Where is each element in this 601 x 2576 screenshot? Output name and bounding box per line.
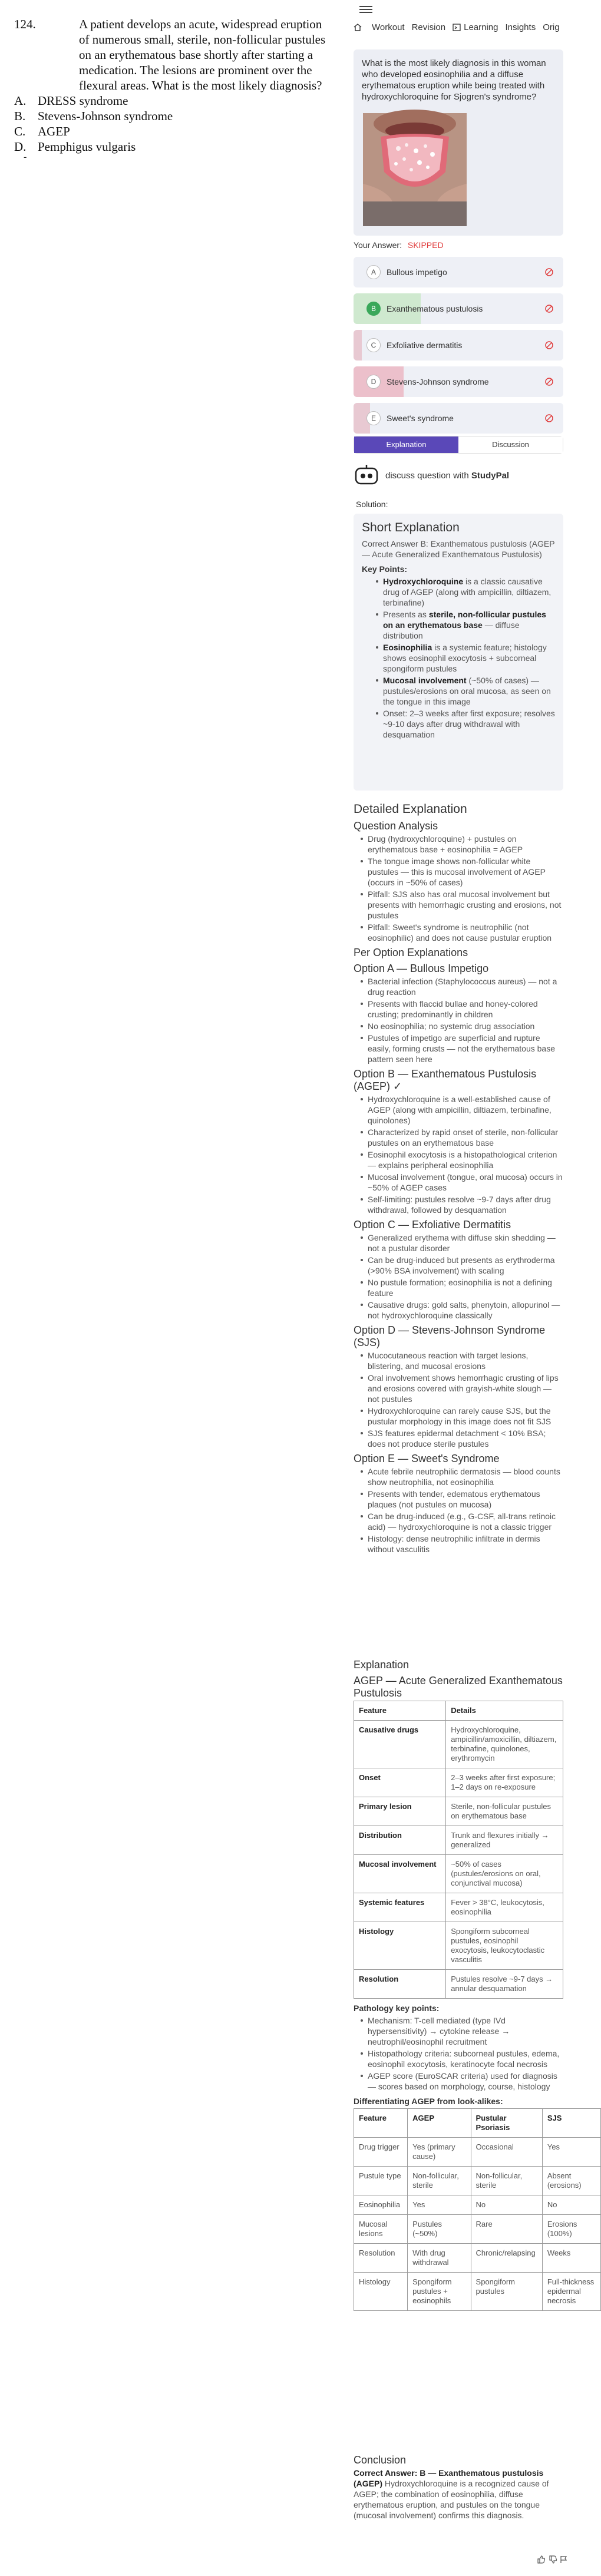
explanation-title: Explanation (354, 1659, 410, 1671)
studypal-bar[interactable] (354, 461, 563, 490)
table-row: Distribution Trunk and flexures initially → generalized (354, 1826, 563, 1855)
pathology-title: Pathology key points: (354, 2003, 440, 2013)
option-point: Pustules of impetigo are superficial and rupture easily, forming crusts — not the erythematous base pattern seen here (368, 1033, 563, 1064)
nav-orig[interactable] (543, 22, 559, 32)
detailed-explanation (354, 802, 563, 1556)
nav-label: Revision (411, 22, 446, 32)
wrong-icon (544, 267, 554, 277)
question-stem (0, 0, 348, 163)
wrong-icon (544, 340, 554, 350)
conclusion-bold: Correct Answer: B — Exanthematous pustulosis (AGEP) (354, 2468, 544, 2488)
key-points-label: Key Points: (362, 564, 408, 574)
option-letter: B. (14, 109, 26, 123)
clinical-image (363, 113, 467, 226)
option-point: Mucocutaneous reaction with target lesions, blistering, and mucosal erosions (368, 1350, 563, 1371)
option-point: Histology: dense neutrophilic infiltrate in dermis without vasculitis (368, 1533, 563, 1555)
diff-table: Feature AGEP Pustular Psoriasis SJS Drug trigger Yes (primary cause) Occasional Yes Pustule type Non-follicular, sterile Non-follicular, sterile Absent (erosions) Eosinophilia Yes No No Mucosal lesions Pustules (~50%) Rare Erosions (100%) Resolution With drug withdrawal Chronic/relapsing Weeks Histology Spongiform pustules + eosinophils Spongiform pustules Full-thickness epidermal necrosis (354, 2108, 601, 2311)
tab-discussion[interactable]: Discussion (458, 437, 563, 453)
solution-label: Solution: (356, 500, 388, 509)
nav-learning[interactable] (453, 22, 498, 32)
thumbs-down-icon[interactable] (549, 2555, 557, 2564)
question-number: 124. (14, 17, 36, 31)
option-point: No pustule formation; eosinophilia is not a defining feature (368, 1277, 563, 1298)
option-point: Can be drug-induced (e.g., G-CSF, all-trans retinoic acid) — hydroxychloroquine is not a classic trigger (368, 1511, 563, 1532)
option-label: Bullous impetigo (387, 267, 447, 277)
option-point: Bacterial infection (Staphylococcus aureus) — not a drug reaction (368, 976, 563, 997)
option-text: Pemphigus vulgaris (38, 140, 136, 154)
option-d-title: Option D — Stevens-Johnson Syndrome (SJS) (354, 1324, 546, 1348)
option-row (0, 124, 348, 139)
answer-option-c[interactable] (354, 330, 563, 361)
option-point: Can be drug-induced but presents as erythroderma (>90% BSA involvement) with scaling (368, 1255, 563, 1276)
option-label: Sweet's syndrome (387, 414, 454, 423)
question-analysis-title: Question Analysis (354, 820, 438, 832)
option-point: Hydroxychloroquine can rarely cause SJS, but the pustular morphology in this image does not fit SJS (368, 1406, 563, 1427)
option-badge: A (366, 265, 381, 279)
analysis-point: Pitfall: SJS also has oral mucosal involvement but presents with hemorrhagic crusting and erosions, not pustules (368, 889, 563, 921)
option-point: Generalized erythema with diffuse skin shedding — not a pustular disorder (368, 1232, 563, 1254)
option-point: Mucosal involvement (tongue, oral mucosa) occurs in ~50% of AGEP cases (368, 1172, 563, 1192)
pathology-point: AGEP score (EuroSCAR criteria) used for diagnosis — scores based on morphology, course, histology (368, 2071, 563, 2092)
option-text: AGEP (38, 124, 70, 138)
conclusion (354, 2451, 563, 2521)
table-row: Resolution Pustules resolve ~9-7 days → annular desquamation (354, 1970, 563, 1999)
your-answer (354, 240, 444, 250)
wrong-icon (544, 304, 554, 313)
option-badge: C (366, 338, 381, 352)
analysis-point: Pitfall: Sweet's syndrome is neutrophilic (not eosinophilic) and does not cause pustular eruption (368, 922, 563, 943)
answer-options (354, 257, 563, 439)
option-row (0, 139, 348, 154)
option-point: SJS features epidermal detachment < 10% BSA; does not produce sterile pustules (368, 1428, 563, 1449)
option-label: Exanthematous pustulosis (387, 304, 483, 313)
nav-insights[interactable] (506, 22, 536, 32)
option-text: Stevens-Johnson syndrome (38, 109, 173, 123)
option-row (0, 93, 348, 108)
dash-mark: - (24, 152, 27, 162)
study-brand: StudyPal (471, 470, 510, 481)
wrong-icon (544, 414, 554, 423)
skipped-status: SKIPPED (407, 240, 444, 250)
pathology-point: Mechanism: T-cell mediated (type IVd hypersensitivity) → cytokine release → neutrophil/eosinophil recruitment (368, 2015, 563, 2047)
analysis-point: Drug (hydroxychloroquine) + pustules on erythematous base + eosinophilia = AGEP (368, 834, 563, 855)
short-answer: Correct Answer B: Exanthematous pustulosis (AGEP — Acute Generalized Exanthematous Pustulosis) (362, 539, 555, 559)
conclusion-title: Conclusion (354, 2454, 407, 2466)
option-point: Hydroxychloroquine is a well-established cause of AGEP (along with ampicillin, diltiazem, terbinafine, quinolones) (368, 1094, 563, 1126)
answer-option-e[interactable] (354, 403, 563, 434)
short-explanation (354, 514, 563, 791)
option-label: Exfoliative dermatitis (387, 340, 463, 350)
conclusion-text: Hydroxychloroquine is a recognized cause of AGEP; the combination of eosinophilia, diffuse erythematous eruption, and pustules on the tongue (mucosal involvement) confirms this diagnosis. (354, 2479, 549, 2520)
table-row: Systemic features Fever > 38°C, leukocytosis, eosinophilia (354, 1893, 563, 1922)
your-answer-label: Your Answer: (354, 240, 402, 250)
option-point: Self-limiting: pustules resolve ~9-7 days after drug withdrawal, followed by desquamation (368, 1194, 563, 1215)
key-point: Presents as sterile, non-follicular pustules on an erythematous base — diffuse distribution (383, 609, 555, 641)
nav-label: Insights (505, 22, 536, 32)
option-b-title: Option B — Exanthematous Pustulosis (AGEP) ✓ (354, 1068, 537, 1092)
top-nav (354, 22, 567, 32)
option-badge: D (366, 375, 381, 389)
key-point: Hydroxychloroquine is a classic causative drug of AGEP (along with ampicillin, diltiazem, terbinafine) (383, 576, 555, 608)
table-row: Eosinophilia Yes No No (354, 2195, 601, 2215)
option-text: DRESS syndrome (38, 94, 128, 108)
diff-title: Differentiating AGEP from look-alikes: (354, 2096, 503, 2106)
table-row: Resolution With drug withdrawal Chronic/relapsing Weeks (354, 2244, 601, 2273)
table-row: Mucosal lesions Pustules (~50%) Rare Erosions (100%) (354, 2215, 601, 2244)
nav-workout[interactable] (372, 22, 405, 32)
table-row: Histology Spongiform subcorneal pustules, eosinophil exocytosis, leukocytoclastic vasculitis (354, 1922, 563, 1970)
option-label: Stevens-Johnson syndrome (387, 377, 489, 386)
option-e-title: Option E — Sweet's Syndrome (354, 1453, 500, 1464)
explanation-tabs (354, 436, 563, 454)
question-text: A patient develops an acute, widespread eruption of numerous small, sterile, non-follicular pustules on an erythematous base shortly after starting a medication. The lesions are prominent over the flexural areas. What is the most likely diagnosis? (79, 17, 326, 92)
pathology-point: Histopathology criteria: subcorneal pustules, edema, eosinophil exocytosis, keratinocyte focal necrosis (368, 2048, 563, 2069)
option-point: Presents with flaccid bullae and honey-colored crusting; predominantly in children (368, 998, 563, 1020)
option-letter: C. (14, 124, 26, 138)
option-row (0, 108, 348, 124)
option-point: Eosinophil exocytosis is a histopathological criterion — explains peripheral eosinophilia (368, 1149, 563, 1170)
feature-table: Feature Details Causative drugs Hydroxychloroquine, ampicillin/amoxicillin, diltiazem, terbinafine, quinolones, erythromycin Onset 2–3 weeks after first exposure; 1–2 days on re-exposure Primary lesion Sterile, non-follicular pustules on erythematous base Distribution Trunk and flexures initially → generalized Mucosal involvement ~50% of cases (pustules/erosions on oral, conjunctival mucosa) Systemic features Fever > 38°C, leukocytosis, eosinophilia Histology Spongiform subcorneal pustules, eosinophil exocytosis, leukocytoclastic vasculitis Resolution Pustules resolve ~9-7 days → annular desquamation (354, 1701, 563, 1999)
table-row: Mucosal involvement ~50% of cases (pustules/erosions on oral, conjunctival mucosa) (354, 1855, 563, 1893)
explanation-subtitle: AGEP — Acute Generalized Exanthematous Pustulosis (354, 1675, 563, 1699)
nav-revision[interactable] (412, 22, 446, 32)
nav-label: Learning (464, 22, 498, 32)
study-prefix: discuss question with (385, 470, 471, 481)
nav-label: Orig (543, 22, 560, 32)
home-icon[interactable] (354, 24, 365, 31)
option-c-title: Option C — Exfoliative Dermatitis (354, 1219, 511, 1231)
nav-label: Workout (372, 22, 405, 32)
agep-explanation (354, 1655, 595, 2311)
wrong-icon (544, 377, 554, 386)
table-row: Drug trigger Yes (primary cause) Occasional Yes (354, 2138, 601, 2167)
book-icon (453, 24, 461, 31)
explanation-panel (348, 0, 595, 2576)
table-row: Pustule type Non-follicular, sterile Non-follicular, sterile Absent (erosions) (354, 2167, 601, 2195)
option-point: Acute febrile neutrophilic dermatosis — blood counts show neutrophilia, not eosinophilia (368, 1466, 563, 1487)
detailed-title: Detailed Explanation (354, 802, 467, 816)
card-question: What is the most likely diagnosis in this woman who developed eosinophilia and a diffuse erythematous eruption while being treated with hydroxychloroquine for Sjogren's syndrome? (362, 58, 546, 102)
key-point: Onset: 2–3 weeks after first exposure; resolves ~9-10 days after drug withdrawal with desquamation (383, 709, 555, 739)
thumbs-up-icon[interactable] (537, 2555, 546, 2564)
option-badge: E (366, 411, 381, 425)
table-row: Onset 2–3 weeks after first exposure; 1–2 days on re-exposure (354, 1768, 563, 1797)
tab-explanation[interactable]: Explanation (354, 437, 458, 453)
question-card (354, 49, 563, 236)
menu-icon[interactable] (359, 6, 372, 14)
option-point: Causative drugs: gold salts, phenytoin, allopurinol — not hydroxychloroquine classically (368, 1299, 563, 1321)
option-point: No eosinophilia; no systemic drug association (368, 1021, 563, 1031)
option-badge: B (366, 302, 381, 316)
option-point: Characterized by rapid onset of sterile, non-follicular pustules on an erythematous base (368, 1127, 563, 1148)
option-a-title: Option A — Bullous Impetigo (354, 963, 489, 974)
flag-icon[interactable] (560, 2555, 568, 2564)
answer-option-a[interactable] (354, 257, 563, 287)
answer-option-b[interactable] (354, 293, 563, 324)
key-point: Eosinophilia is a systemic feature; histology shows eosinophil exocytosis + subcorneal spongiform pustules (383, 642, 555, 674)
option-point: Oral involvement shows hemorrhagic crusting of lips and erosions covered with grayish-white slough — not pustules (368, 1373, 563, 1404)
table-row: Primary lesion Sterile, non-follicular pustules on erythematous base (354, 1797, 563, 1826)
key-point: Mucosal involvement (~50% of cases) — pustules/erosions on oral mucosa, as seen on the tongue in this image (383, 675, 555, 707)
robot-icon (354, 464, 379, 487)
short-title: Short Explanation (362, 521, 460, 534)
per-option-title: Per Option Explanations (354, 947, 468, 958)
option-letter: D. (14, 140, 27, 154)
option-letter: A. (14, 94, 27, 108)
table-row: Histology Spongiform pustules + eosinophils Spongiform pustules Full-thickness epidermal necrosis (354, 2273, 601, 2311)
option-point: Presents with tender, edematous erythematous plaques (not pustules on mucosa) (368, 1489, 563, 1510)
answer-option-d[interactable] (354, 366, 563, 397)
table-row: Causative drugs Hydroxychloroquine, ampicillin/amoxicillin, diltiazem, terbinafine, quinolones, erythromycin (354, 1721, 563, 1768)
analysis-point: The tongue image shows non-follicular white pustules — this is mucosal involvement of AGEP (occurs in ~50% of cases) (368, 856, 563, 888)
